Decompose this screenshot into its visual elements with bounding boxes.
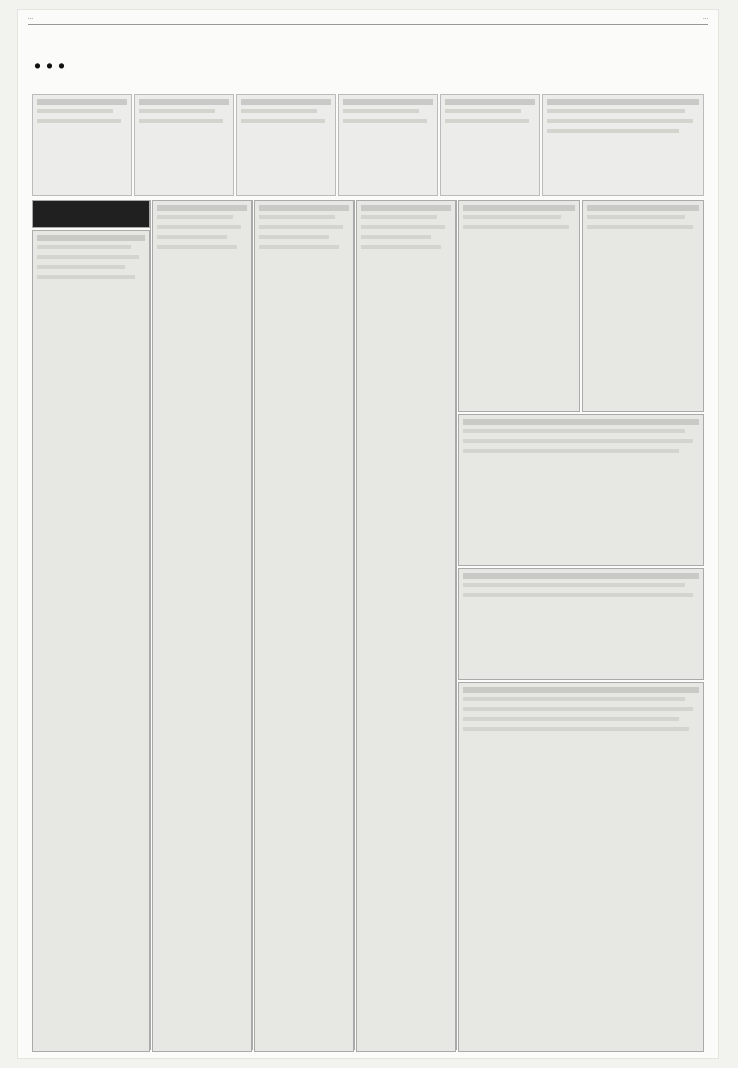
top-image-block-5	[440, 94, 540, 196]
ad-block-2	[582, 200, 704, 412]
column-divider	[354, 200, 355, 1050]
page-title: ...	[32, 29, 68, 78]
top-image-block-3	[236, 94, 336, 196]
middle-column-listings-1	[152, 200, 252, 1052]
top-image-block-4	[338, 94, 438, 196]
top-image-block-1	[32, 94, 132, 196]
page-header-left: ...	[28, 15, 34, 21]
column-divider	[252, 200, 253, 1050]
ad-block-3	[458, 414, 704, 566]
newspaper-page	[18, 10, 718, 1058]
middle-column-listings-3	[356, 200, 456, 1052]
ad-block-4	[458, 568, 704, 680]
left-section-banner	[32, 200, 150, 228]
top-right-block	[542, 94, 704, 196]
column-divider	[456, 200, 457, 1050]
ad-block-5	[458, 682, 704, 1052]
column-divider	[150, 200, 151, 1050]
page-header	[28, 14, 708, 25]
left-column-listings	[32, 230, 150, 1052]
middle-column-listings-2	[254, 200, 354, 1052]
top-image-block-2	[134, 94, 234, 196]
page-header-right: ...	[702, 15, 708, 21]
ad-block-1	[458, 200, 580, 412]
